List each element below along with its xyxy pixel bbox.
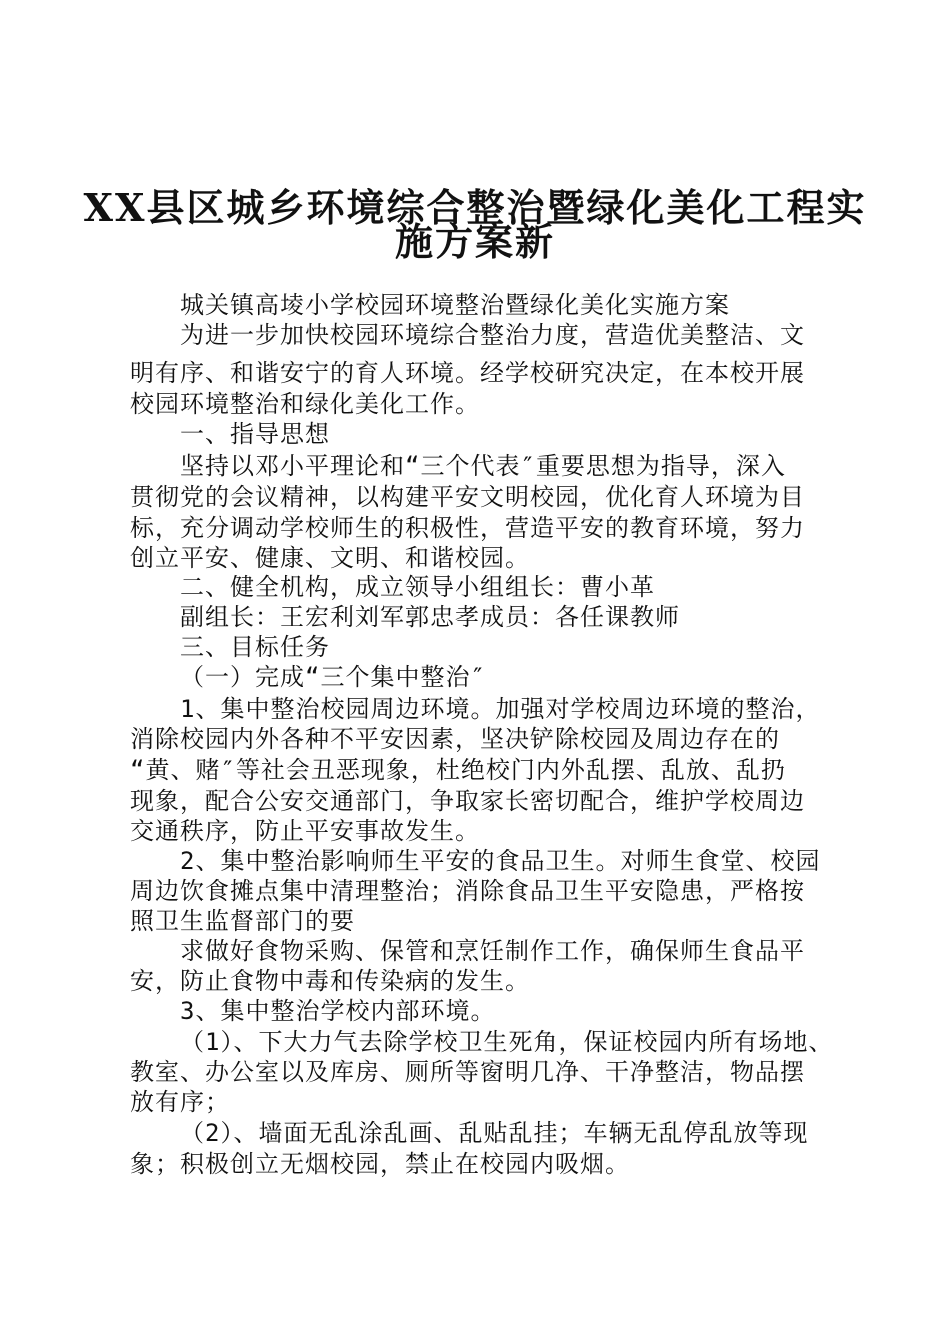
doc-line: 为进一步加快校园环境综合整治力度，营造优美整洁、文: [180, 321, 805, 349]
doc-line: 坚持以邓小平理论和“三个代表″重要思想为指导，深入: [180, 452, 786, 480]
doc-line: 2、集中整治影响师生平安的食品卫生。对师生食堂、校园: [180, 847, 821, 875]
document-title-line-1: XX县区城乡环境综合整治暨绿化美化工程实: [83, 185, 867, 230]
doc-line: 求做好食物采购、保管和烹饪制作工作，确保师生食品平: [180, 937, 805, 965]
document-title-line-2: 施方案新: [394, 219, 555, 264]
doc-line: 副组长：王宏利刘军郭忠孝成员：各任课教师: [180, 603, 680, 631]
doc-heading-3: 三、目标任务: [180, 633, 330, 661]
doc-line: 安，防止食物中毒和传染病的发生。: [130, 967, 530, 995]
doc-line: 明有序、和谐安宁的育人环境。经学校研究决定，在本校开展: [130, 359, 805, 387]
doc-line: 象；积极创立无烟校园，禁止在校园内吸烟。: [130, 1150, 630, 1178]
doc-line: 现象，配合公安交通部门，争取家长密切配合，维护学校周边: [130, 787, 805, 815]
doc-line: 放有序；: [130, 1088, 230, 1116]
doc-line: “黄、赌″等社会丑恶现象，杜绝校门内外乱摆、乱放、乱扔: [130, 756, 786, 784]
doc-line: （2）、墙面无乱涂乱画、乱贴乱挂；车辆无乱停乱放等现: [180, 1119, 809, 1147]
doc-line: 校园环境整治和绿化美化工作。: [130, 390, 480, 418]
doc-line-subtitle: 城关镇高堎小学校园环境整治暨绿化美化实施方案: [180, 291, 730, 319]
doc-line: 交通秩序，防止平安事故发生。: [130, 817, 480, 845]
doc-line: 消除校园内外各种不平安因素，坚决铲除校园及周边存在的: [130, 725, 780, 753]
doc-heading-2: 二、健全机构，成立领导小组组长：曹小革: [180, 573, 655, 601]
doc-line: 标，充分调动学校师生的积极性，营造平安的教育环境，努力: [130, 514, 805, 542]
doc-line: （1）、下大力气去除学校卫生死角，保证校园内所有场地、: [180, 1028, 834, 1056]
doc-line: 贯彻党的会议精神，以构建平安文明校园，优化育人环境为目: [130, 483, 805, 511]
doc-line: 1、集中整治校园周边环境。加强对学校周边环境的整治，: [180, 695, 821, 723]
doc-line: 创立平安、健康、文明、和谐校园。: [130, 544, 530, 572]
doc-line: 教室、办公室以及库房、厕所等窗明几净、干净整洁，物品摆: [130, 1058, 805, 1086]
doc-subheading: （一）完成“三个集中整治″: [180, 663, 486, 691]
doc-heading-1: 一、指导思想: [180, 420, 330, 448]
doc-line: 照卫生监督部门的要: [130, 907, 355, 935]
doc-line: 周边饮食摊点集中清理整治；消除食品卫生平安隐患，严格按: [130, 877, 805, 905]
doc-line: 3、集中整治学校内部环境。: [180, 997, 496, 1025]
